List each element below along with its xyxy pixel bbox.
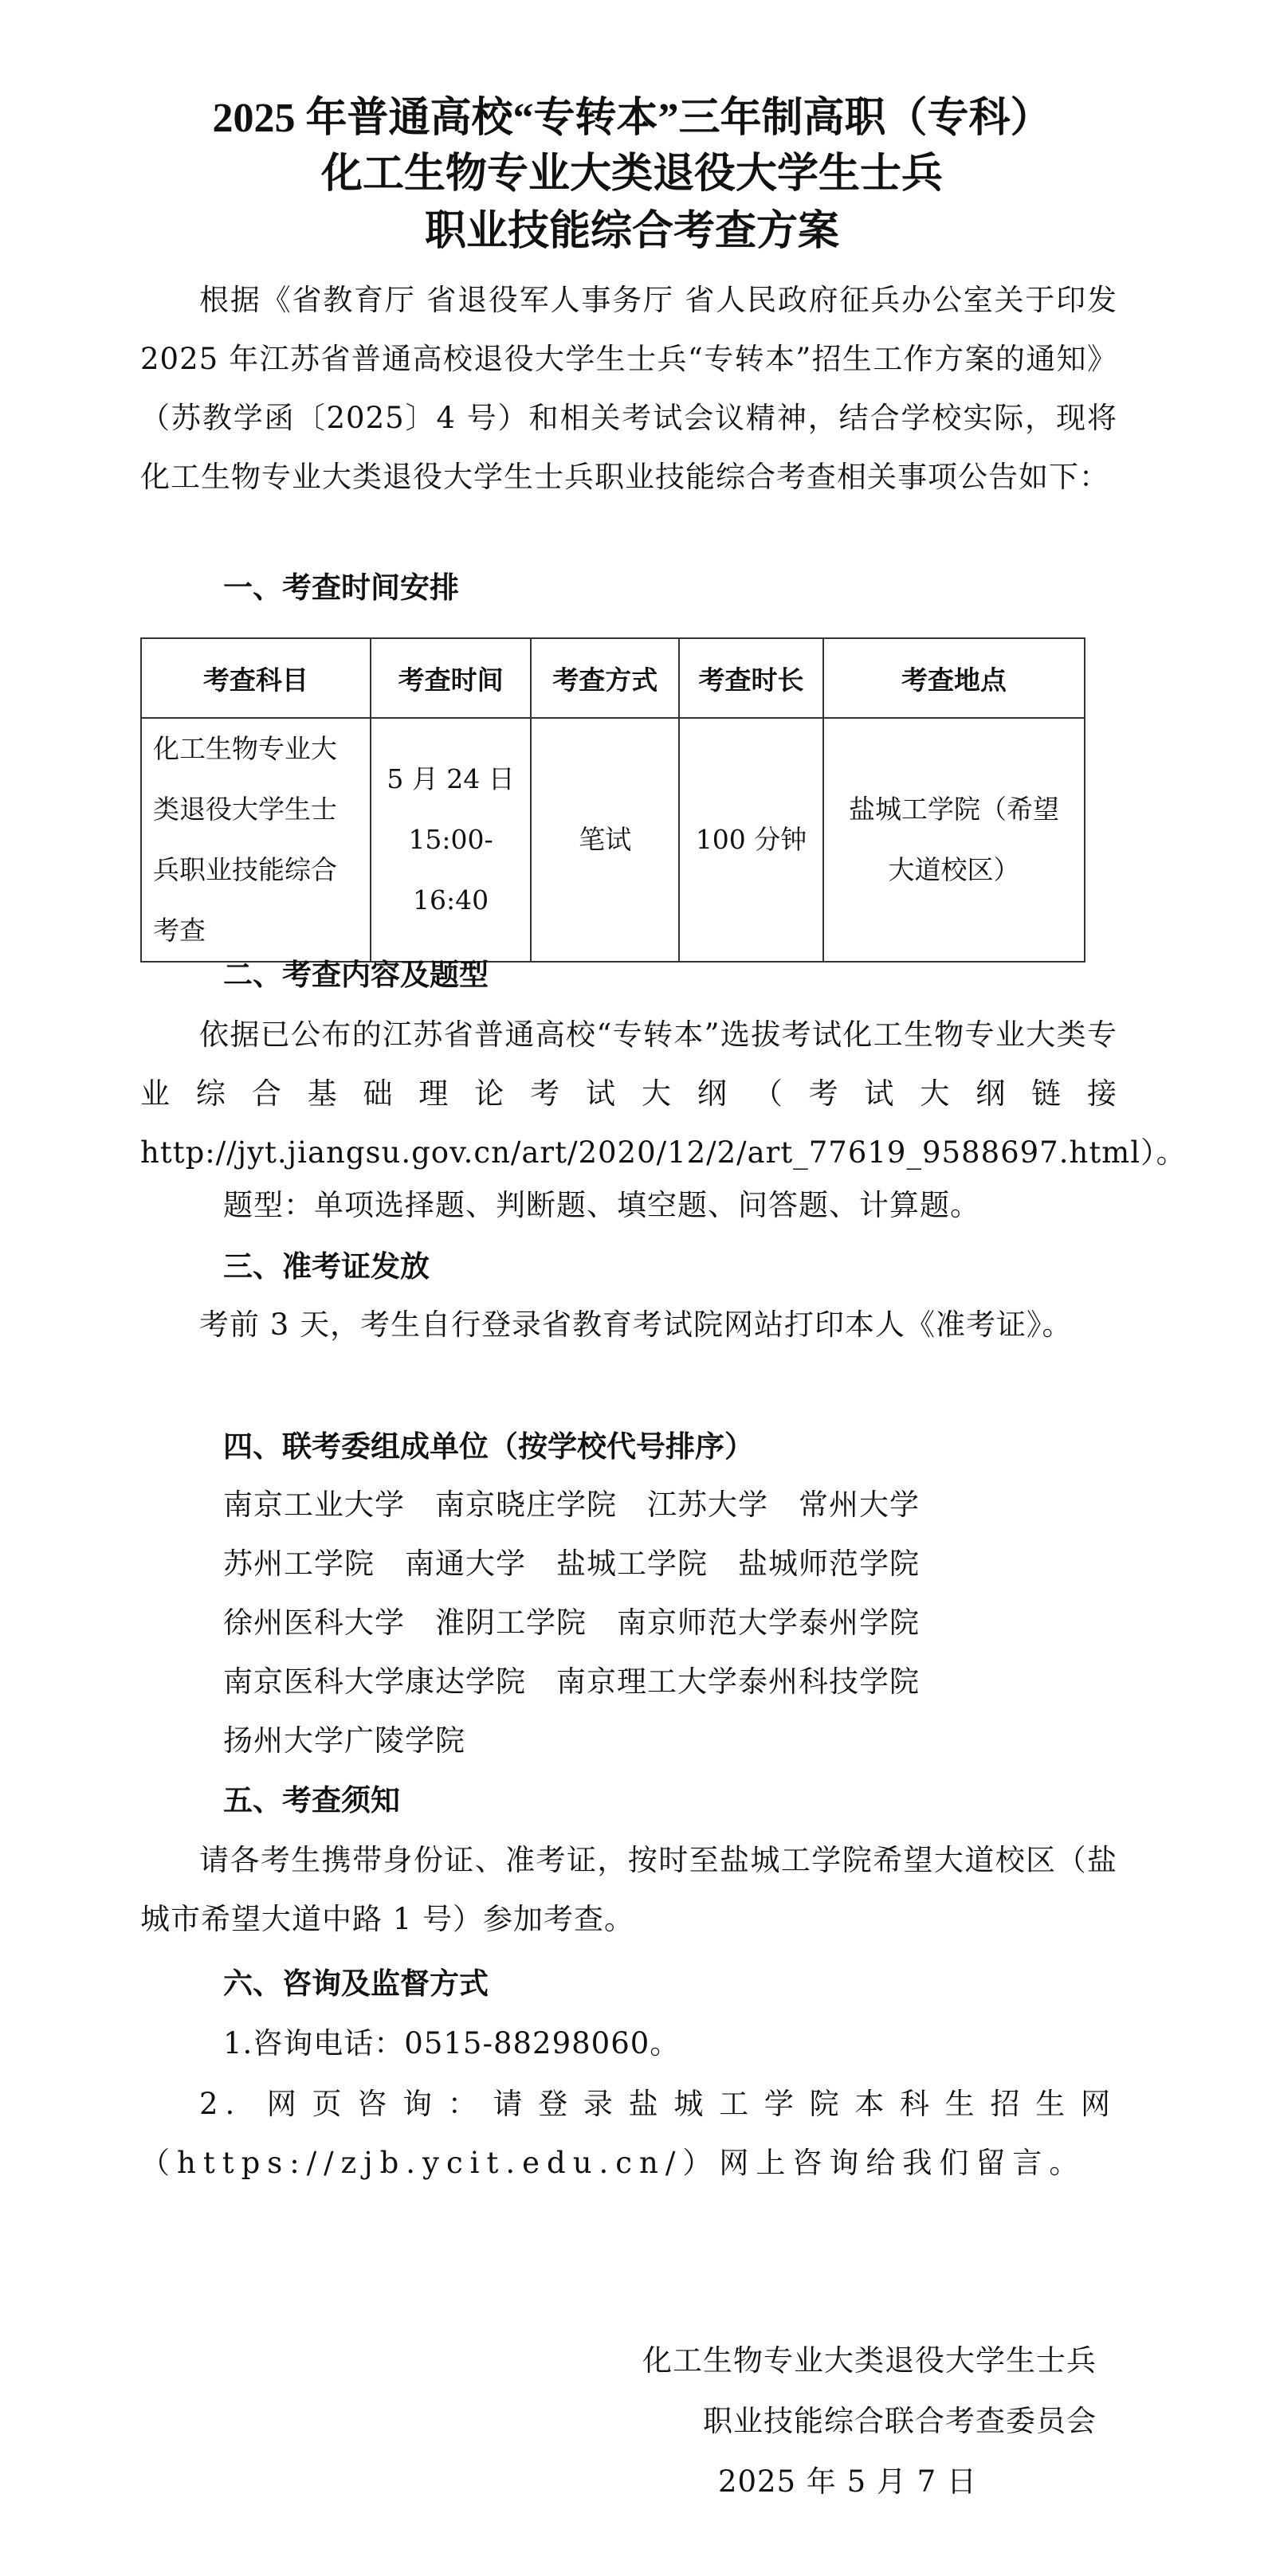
question-types: 题型：单项选择题、判断题、填空题、问答题、计算题。	[223, 1188, 980, 1222]
intro-paragraph: 根据《省教育厅 省退役军人事务厅 省人民政府征兵办公室关于印发 2025 年江苏省普通高校退役大学生士兵“专转本”招生工作方案的通知》（苏教学函〔2025〕4 号）和相关考试会议精神，结合学校实际，现将化工生物专业大类退役大学生士兵职业技能综合考查相关事项公告如下：	[140, 283, 1117, 494]
cell-duration: 100 分钟	[679, 718, 823, 962]
member-line: 南京工业大学 南京晓庄学院 江苏大学 常州大学	[223, 1488, 920, 1522]
member-line: 南京医科大学康达学院 南京理工大学泰州科技学院	[223, 1664, 920, 1699]
section-5-heading: 五、考查须知	[223, 1782, 400, 1817]
title-line-2: 化工生物专业大类退役大学生士兵	[320, 151, 943, 197]
section-2-heading: 二、考查内容及题型	[223, 957, 489, 992]
contact-web: 2. 网页咨询：请登录盐城工学院本科生招生网（https://zjb.ycit.edu.cn/）网上咨询给我们留言。	[140, 2087, 1117, 2180]
signature-org-line-1: 化工生物专业大类退役大学生士兵	[642, 2343, 1097, 2378]
section-4-heading: 四、联考委组成单位（按学校代号排序）	[223, 1429, 754, 1464]
section-3-paragraph: 考前 3 天，考生自行登录省教育考试院网站打印本人《准考证》。	[199, 1308, 1073, 1342]
cell-time	[371, 718, 531, 962]
table-header-cell: 考查方式	[531, 638, 679, 718]
table-header-cell: 考查时长	[679, 638, 823, 718]
section-1-heading: 一、考查时间安排	[223, 570, 459, 605]
signature-org-line-2: 职业技能综合联合考查委员会	[703, 2404, 1097, 2438]
section-5-paragraph: 请各考生携带身份证、准考证，按时至盐城工学院希望大道校区（盐城市希望大道中路 1 号）参加考查。	[140, 1843, 1117, 1936]
signature-date: 2025 年 5 月 7 日	[717, 2464, 977, 2499]
member-line: 扬州大学广陵学院	[223, 1723, 465, 1758]
member-line: 苏州工学院 南通大学 盐城工学院 盐城师范学院	[223, 1547, 920, 1581]
table-header-cell: 考查地点	[823, 638, 1085, 718]
schedule-table	[140, 637, 1085, 963]
section-2-paragraph: 依据已公布的江苏省普通高校“专转本”选拔考试化工生物专业大类专业综合基础理论考试大纲（考试大纲链接http://jyt.jiangsu.gov.cn/art/2020/12/2/art_77619_9588697.html）。	[140, 1017, 1187, 1170]
cell-date: 5 月 24 日	[387, 763, 515, 794]
cell-location: 盐城工学院（希望大道校区）	[823, 718, 1085, 962]
title-line-1: 2025 年普通高校“专转本”三年制高职（专科）	[212, 96, 1052, 141]
table-header-cell: 考查科目	[141, 638, 371, 718]
cell-method: 笔试	[531, 718, 679, 962]
member-line: 徐州医科大学 淮阴工学院 南京师范大学泰州学院	[223, 1606, 920, 1640]
table-header-row	[141, 638, 1085, 718]
contact-phone: 1.咨询电话：0515-88298060。	[223, 2026, 681, 2060]
title-line-3: 职业技能综合考查方案	[424, 209, 839, 254]
table-row	[141, 718, 1085, 962]
section-3-heading: 三、准考证发放	[223, 1249, 430, 1284]
section-6-heading: 六、咨询及监督方式	[223, 1966, 489, 2001]
cell-time-range: 15:00-16:40	[408, 824, 493, 916]
cell-subject: 化工生物专业大类退役大学生士兵职业技能综合考查	[141, 718, 371, 962]
table-header-cell: 考查时间	[371, 638, 531, 718]
